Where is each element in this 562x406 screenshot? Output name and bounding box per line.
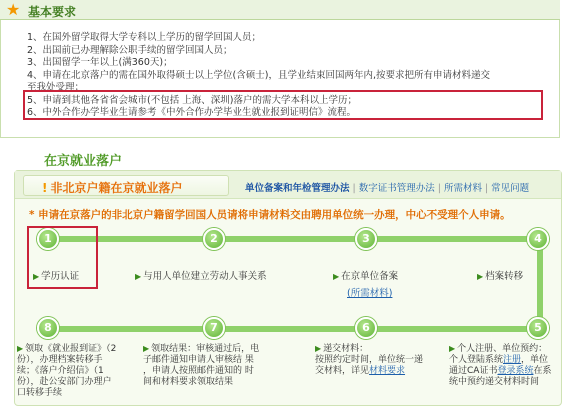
step-5-text: ▶ 个人注册、单位预约： 个人登陆系统注册，单位 通过CA证书登录系统在系 统中预约递交材料时间 bbox=[449, 344, 552, 387]
step-7-text: ▶ 领取结果：审核通过后，电 子邮件通知申请人审核结 果 ，申请人按照邮件通知的 时 间和材料要求领取结果 bbox=[143, 344, 260, 387]
step-7-circle: 7 bbox=[203, 317, 225, 339]
register-link[interactable]: 注册 bbox=[503, 355, 522, 365]
progress-track-top bbox=[39, 236, 545, 242]
step-6-text: ▶ 递交材料： 按照约定时间，单位统一递 交材料，详见材料要求 bbox=[315, 344, 424, 376]
triangle-right-icon: ▶ bbox=[135, 272, 142, 281]
progress-track-right bbox=[537, 239, 543, 329]
step-1-circle: 1 bbox=[37, 228, 59, 250]
step-2-circle: 2 bbox=[203, 228, 225, 250]
step-1-label[interactable]: ▶ 学历认证 bbox=[33, 271, 80, 282]
link-separator: | bbox=[437, 183, 441, 194]
step-3-circle: 3 bbox=[355, 228, 377, 250]
step-2-label: ▶ 与用人单位建立劳动人事关系 bbox=[135, 271, 267, 282]
triangle-right-icon: ▶ bbox=[17, 344, 24, 353]
triangle-right-icon: ▶ bbox=[477, 272, 484, 281]
triangle-right-icon: ▶ bbox=[449, 344, 456, 353]
requirement-item-2: 2、出国前已办理解除公职手续的留学回国人员； bbox=[27, 44, 233, 56]
step-8-circle: 8 bbox=[37, 317, 59, 339]
requirement-item-5: 5、申请到其他各省省会城市(不包括 上海、深圳)落户的需大学本科以上学历； bbox=[27, 94, 357, 106]
tab-main-label: 非北京户籍在京就业落户 bbox=[50, 181, 183, 195]
step-6-circle: 6 bbox=[355, 317, 377, 339]
requirement-item-4-cont: 至我处受理； bbox=[27, 82, 85, 93]
triangle-right-icon: ▶ bbox=[33, 272, 40, 281]
step-3-materials-link[interactable]: (所需材料) bbox=[347, 288, 393, 299]
requirement-item-6: 6、中外合作办学毕业生请参考《中外合作办学毕业生就业报到证明信》流程。 bbox=[27, 107, 357, 118]
section-title: 在京就业落户 bbox=[44, 154, 123, 169]
materials-requirement-link[interactable]: 材料要求 bbox=[369, 366, 406, 376]
link-digital-certificate[interactable]: 数字证书管理办法 bbox=[358, 183, 435, 194]
step-4-circle: 4 bbox=[527, 228, 549, 250]
link-faq[interactable]: 常见问题 bbox=[491, 183, 530, 194]
requirement-item-4: 4、申请在北京落户的需在国外取得硕士以上学位(含硕士)，且学业结束回国两年内,按要求把所有申请材料递交 bbox=[27, 69, 490, 81]
basic-requirements-header bbox=[0, 0, 560, 20]
link-unit-filing-rules[interactable]: 单位备案和年检管理办法 bbox=[245, 183, 350, 194]
step-8-text: ▶ 领取《就业报到证》（2 份），办理档案转移手 续；《落户介绍信》（1 份），赴公安部门办理户 口转移手续 bbox=[17, 344, 117, 398]
requirement-4-highlight-box bbox=[23, 90, 543, 120]
notice-text: * 申请在京落户的非北京户籍留学回国人员请将申请材料交由聘用单位统一办理，中心不受理个人申请。 bbox=[29, 209, 511, 221]
requirement-item-1: 1、在国外留学取得大学专科以上学历的留学回国人员； bbox=[27, 32, 262, 43]
step-3-label: ▶ 在京单位备案 bbox=[333, 271, 399, 282]
step-4-label: ▶ 档案转移 bbox=[477, 271, 524, 282]
star-icon: ! bbox=[42, 181, 48, 195]
basic-requirements-title: 基本要求 bbox=[28, 5, 77, 19]
tab-beijing-employment[interactable] bbox=[23, 175, 229, 196]
link-required-materials[interactable]: 所需材料 bbox=[443, 183, 482, 194]
login-system-link[interactable]: 登录系统 bbox=[497, 366, 534, 376]
link-separator: | bbox=[484, 183, 489, 194]
basic-requirements-box bbox=[0, 20, 560, 138]
star-icon: ★ bbox=[6, 0, 21, 19]
process-panel bbox=[14, 170, 562, 406]
triangle-right-icon: ▶ bbox=[333, 272, 340, 281]
step-1-highlight-box bbox=[27, 226, 98, 289]
tab-bar bbox=[15, 171, 561, 199]
link-separator: | bbox=[352, 183, 356, 194]
tab-links bbox=[245, 180, 529, 194]
triangle-right-icon: ▶ bbox=[143, 344, 150, 353]
requirement-item-3: 3、出国留学一年以上(满360天)； bbox=[27, 57, 173, 68]
step-5-circle: 5 bbox=[527, 317, 549, 339]
progress-track-bottom bbox=[39, 326, 545, 332]
triangle-right-icon: ▶ bbox=[315, 344, 322, 353]
